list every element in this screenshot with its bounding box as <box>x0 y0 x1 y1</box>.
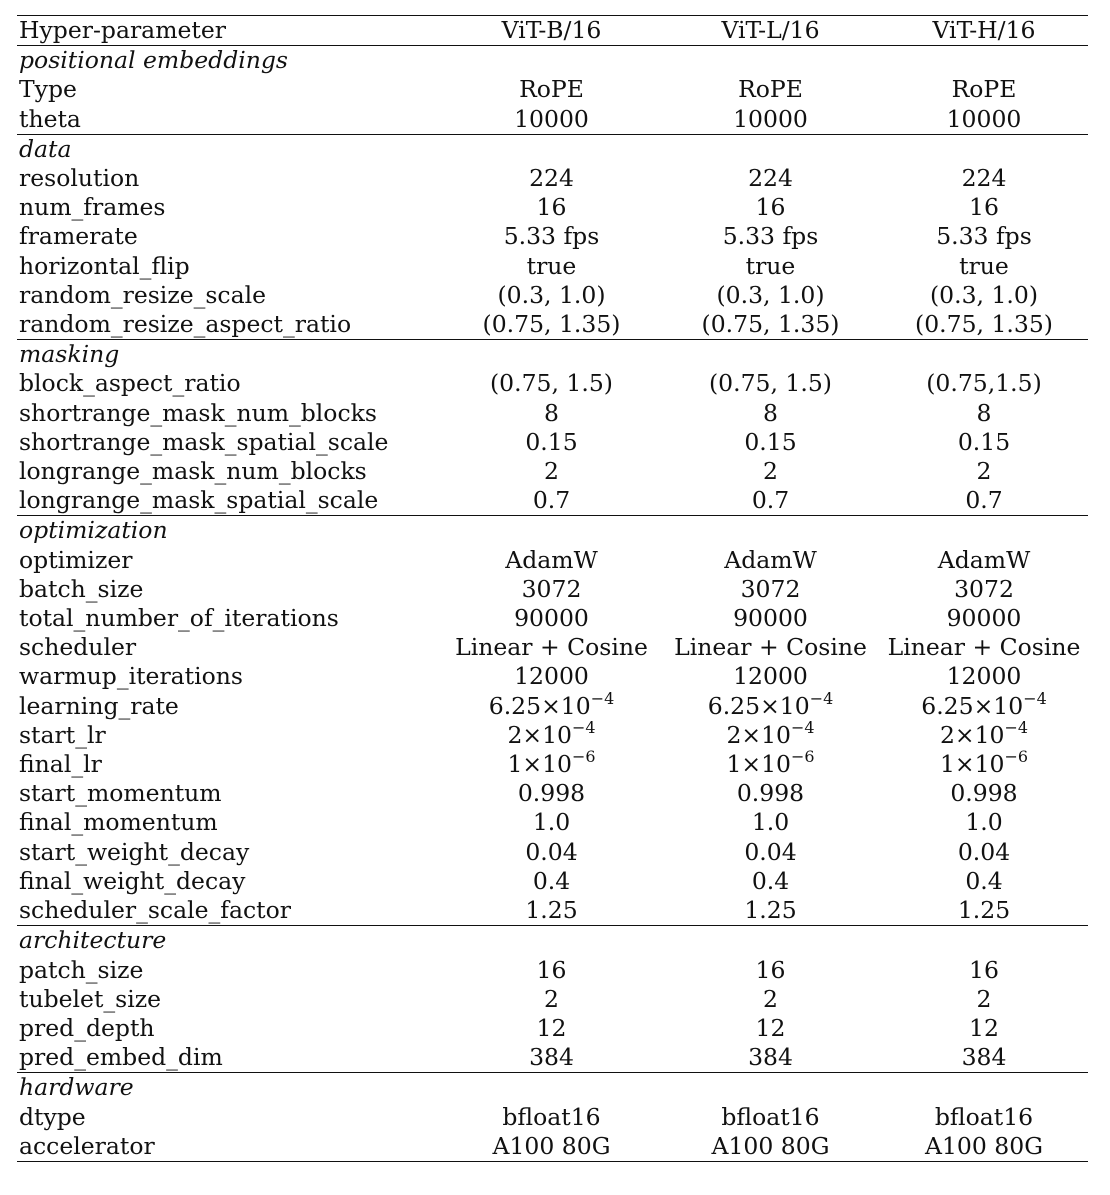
value-vit-l16: 1.0 <box>751 808 790 837</box>
value-vit-l16: bfloat16 <box>721 1102 820 1131</box>
value-vit-b16: 0.7 <box>532 486 571 515</box>
section-header-row <box>17 1073 1088 1103</box>
value-vit-h16: 12000 <box>946 662 1022 691</box>
param-label: num_frames <box>19 193 166 222</box>
param-label: patch_size <box>19 955 144 984</box>
value-vit-l16: 3072 <box>740 574 801 603</box>
value-vit-l16: 224 <box>748 164 793 193</box>
value-vit-h16: 0.4 <box>965 866 1003 895</box>
param-label: tubelet_size <box>19 984 162 1013</box>
section-title: optimization <box>19 516 168 545</box>
value-vit-b16: 0.15 <box>525 427 578 456</box>
value-exponent: −4 <box>590 688 615 708</box>
value-vit-b16: 8 <box>544 398 559 427</box>
section-data <box>17 134 1088 339</box>
value-vit-b16 <box>442 717 661 750</box>
value-vit-l16: 10000 <box>733 104 808 133</box>
section-title: hardware <box>19 1073 134 1102</box>
table-row <box>17 779 1088 808</box>
value-vit-b16: Linear + Cosine <box>455 633 648 662</box>
value-exponent: −6 <box>572 747 596 767</box>
value-mantissa: 1×10 <box>726 750 791 779</box>
section-title: architecture <box>19 926 167 955</box>
table-row <box>17 721 1088 750</box>
param-label: Type <box>19 75 77 104</box>
param-label: pred_embed_dim <box>19 1043 223 1072</box>
value-vit-b16: 16 <box>536 193 567 222</box>
value-vit-l16: 16 <box>755 193 786 222</box>
value-vit-l16: 0.15 <box>744 427 797 456</box>
section-title: positional embeddings <box>19 46 288 75</box>
header-vit-h16: ViT-H/16 <box>932 16 1036 44</box>
table-row <box>17 105 1088 135</box>
value-vit-h16: (0.75, 1.35) <box>915 310 1053 339</box>
param-label: longrange_mask_num_blocks <box>19 457 367 486</box>
value-vit-b16: 384 <box>529 1043 574 1072</box>
value-vit-l16: 2 <box>763 457 778 486</box>
param-label: block_aspect_ratio <box>19 369 241 398</box>
value-vit-h16: 3072 <box>954 574 1014 603</box>
value-exponent: −4 <box>809 688 834 708</box>
param-label: start_momentum <box>19 779 222 808</box>
value-vit-h16: 224 <box>961 164 1007 193</box>
value-vit-l16: 12000 <box>733 662 808 691</box>
value-mantissa: 1×10 <box>939 750 1005 779</box>
param-label: final_weight_decay <box>19 866 246 895</box>
table-row <box>17 546 1088 575</box>
table-row <box>17 1103 1088 1132</box>
value-vit-l16: RoPE <box>738 75 803 104</box>
value-vit-b16: bfloat16 <box>502 1102 601 1131</box>
value-vit-b16: 0.998 <box>517 779 586 808</box>
table-row <box>17 808 1088 837</box>
section-hardware <box>17 1073 1088 1162</box>
param-label: final_momentum <box>19 808 218 837</box>
value-vit-b16: 5.33 fps <box>503 222 600 251</box>
table-row <box>17 867 1088 896</box>
value-vit-l16: Linear + Cosine <box>674 633 867 662</box>
value-vit-l16 <box>661 688 880 721</box>
value-mantissa: 1×10 <box>507 750 572 779</box>
value-vit-l16: 16 <box>755 955 786 984</box>
table-row <box>17 222 1088 251</box>
value-vit-h16: 1.25 <box>957 896 1011 925</box>
value-mantissa: 6.25×10 <box>921 691 1024 720</box>
value-vit-h16: 1.0 <box>965 808 1003 837</box>
header-vit-b16: ViT-B/16 <box>501 16 602 44</box>
value-vit-l16: 8 <box>763 398 778 427</box>
table-row <box>17 1132 1088 1162</box>
section-title: data <box>19 134 72 163</box>
value-vit-b16 <box>442 688 661 721</box>
value-exponent: −4 <box>1023 688 1047 708</box>
table-row <box>17 75 1088 104</box>
table-row <box>17 428 1088 457</box>
value-vit-h16 <box>880 688 1088 721</box>
section-header-row <box>17 926 1088 956</box>
value-vit-h16: 16 <box>969 193 999 222</box>
value-vit-l16: 1.25 <box>744 896 797 925</box>
value-vit-b16: 12000 <box>514 662 589 691</box>
param-label: theta <box>19 104 81 133</box>
value-vit-l16: (0.75, 1.35) <box>701 310 840 339</box>
value-vit-b16: 3072 <box>521 574 582 603</box>
value-vit-b16: (0.75, 1.35) <box>482 310 621 339</box>
value-vit-h16: 0.15 <box>957 427 1011 456</box>
value-vit-h16: 0.998 <box>950 779 1018 808</box>
value-exponent: −6 <box>791 747 815 767</box>
value-vit-b16: 0.4 <box>532 866 571 895</box>
param-label: longrange_mask_spatial_scale <box>19 486 379 515</box>
section-header-row <box>17 340 1088 370</box>
value-vit-l16: AdamW <box>724 545 817 574</box>
value-vit-l16: 384 <box>748 1043 793 1072</box>
value-vit-b16: 1.25 <box>525 896 578 925</box>
param-label: scheduler_scale_factor <box>19 896 291 925</box>
param-label: batch_size <box>19 574 144 603</box>
param-label: horizontal_flip <box>19 251 190 280</box>
table-row <box>17 662 1088 691</box>
value-vit-l16: (0.3, 1.0) <box>716 280 825 309</box>
value-exponent: −4 <box>572 717 596 737</box>
value-vit-h16: 8 <box>976 398 992 427</box>
value-vit-h16: 16 <box>969 955 999 984</box>
value-vit-b16: 2 <box>544 457 559 486</box>
value-vit-l16: 0.4 <box>751 866 790 895</box>
value-vit-h16 <box>880 747 1088 779</box>
value-mantissa: 2×10 <box>726 720 791 749</box>
param-label: shortrange_mask_num_blocks <box>19 398 377 427</box>
value-vit-b16: 16 <box>536 955 567 984</box>
value-vit-h16: 90000 <box>946 604 1022 633</box>
value-vit-b16 <box>442 747 661 779</box>
table-row <box>17 399 1088 428</box>
value-vit-h16: AdamW <box>937 545 1031 574</box>
value-vit-h16: (0.3, 1.0) <box>929 280 1039 309</box>
value-vit-h16: 12 <box>969 1013 999 1042</box>
value-vit-h16: 5.33 fps <box>936 222 1032 251</box>
value-mantissa: 2×10 <box>507 720 572 749</box>
param-label: start_weight_decay <box>19 837 250 866</box>
table-header <box>17 16 1088 46</box>
param-label: optimizer <box>19 545 133 574</box>
table-row <box>17 310 1088 340</box>
value-vit-l16: 5.33 fps <box>722 222 819 251</box>
value-vit-h16: 0.7 <box>965 486 1003 515</box>
param-label: accelerator <box>19 1131 155 1160</box>
table-row <box>17 457 1088 486</box>
header-hyperparameter: Hyper-parameter <box>19 16 226 44</box>
table-row <box>17 281 1088 310</box>
table-row <box>17 838 1088 867</box>
table-row <box>17 604 1088 633</box>
value-vit-h16: A100 80G <box>925 1131 1043 1160</box>
header-row <box>17 16 1088 46</box>
value-vit-b16: 10000 <box>514 104 589 133</box>
value-vit-h16: 2 <box>976 984 992 1013</box>
param-label: resolution <box>19 164 140 193</box>
value-vit-l16: 12 <box>755 1013 786 1042</box>
table-row <box>17 1043 1088 1073</box>
param-label: warmup_iterations <box>19 662 243 691</box>
table-row <box>17 575 1088 604</box>
param-label: framerate <box>19 222 138 251</box>
param-label: random_resize_scale <box>19 280 267 309</box>
table-row <box>17 486 1088 516</box>
value-vit-l16: A100 80G <box>711 1131 830 1160</box>
value-vit-h16: bfloat16 <box>934 1102 1034 1131</box>
table-row <box>17 252 1088 281</box>
section-masking <box>17 340 1088 516</box>
value-vit-b16: RoPE <box>519 75 584 104</box>
value-vit-b16: 1.0 <box>532 808 571 837</box>
param-label: random_resize_aspect_ratio <box>19 310 352 339</box>
param-label: total_number_of_iterations <box>19 604 339 633</box>
value-exponent: −4 <box>1004 717 1029 737</box>
value-exponent: −4 <box>791 717 815 737</box>
section-positional-embeddings <box>17 46 1088 135</box>
value-vit-l16: 0.7 <box>751 486 790 515</box>
table-row <box>17 633 1088 662</box>
value-vit-h16: RoPE <box>951 75 1017 104</box>
value-vit-l16: 2 <box>763 984 778 1013</box>
value-vit-l16: 0.04 <box>744 837 797 866</box>
value-vit-l16: 90000 <box>733 604 808 633</box>
table-row <box>17 985 1088 1014</box>
table-row <box>17 692 1088 721</box>
value-vit-l16 <box>661 717 880 750</box>
param-label: shortrange_mask_spatial_scale <box>19 427 389 456</box>
value-vit-b16: 90000 <box>514 604 589 633</box>
param-label: scheduler <box>19 633 137 662</box>
section-architecture <box>17 926 1088 1073</box>
value-vit-h16: 2 <box>976 457 992 486</box>
value-vit-b16: 224 <box>529 164 574 193</box>
value-vit-b16: 0.04 <box>525 837 578 866</box>
value-mantissa: 2×10 <box>939 720 1005 749</box>
value-vit-b16: (0.75, 1.5) <box>490 369 613 398</box>
param-label: pred_depth <box>19 1013 155 1042</box>
value-vit-b16: A100 80G <box>492 1131 611 1160</box>
value-vit-h16: Linear + Cosine <box>887 633 1081 662</box>
value-vit-l16 <box>661 747 880 779</box>
param-label: start_lr <box>19 720 106 749</box>
value-vit-h16 <box>880 717 1088 750</box>
value-vit-l16: true <box>745 251 796 280</box>
value-mantissa: 6.25×10 <box>488 691 591 720</box>
section-optimization <box>17 516 1088 926</box>
value-vit-l16: 0.998 <box>736 779 805 808</box>
table-row <box>17 369 1088 398</box>
value-vit-h16: 10000 <box>946 104 1022 133</box>
value-vit-h16: 384 <box>961 1043 1007 1072</box>
value-vit-b16: 2 <box>544 984 559 1013</box>
value-vit-h16: 0.04 <box>957 837 1011 866</box>
value-vit-b16: true <box>526 251 577 280</box>
hyperparameter-table <box>17 15 1088 1162</box>
header-vit-l16: ViT-L/16 <box>721 16 820 44</box>
table-row <box>17 750 1088 779</box>
section-title: masking <box>19 340 120 369</box>
section-header-row <box>17 516 1088 546</box>
table-row <box>17 896 1088 926</box>
value-exponent: −6 <box>1004 747 1029 767</box>
param-label: learning_rate <box>19 691 179 720</box>
table-row <box>17 193 1088 222</box>
value-vit-h16: (0.75,1.5) <box>926 369 1042 398</box>
param-label: final_lr <box>19 750 102 779</box>
table-row <box>17 164 1088 193</box>
value-vit-b16: (0.3, 1.0) <box>497 280 606 309</box>
value-vit-h16: true <box>959 251 1009 280</box>
section-header-row <box>17 46 1088 76</box>
param-label: dtype <box>19 1102 86 1131</box>
table-row <box>17 956 1088 985</box>
value-mantissa: 6.25×10 <box>707 691 810 720</box>
value-vit-b16: 12 <box>536 1013 567 1042</box>
value-vit-l16: (0.75, 1.5) <box>709 369 832 398</box>
value-vit-b16: AdamW <box>505 545 598 574</box>
table-row <box>17 1014 1088 1043</box>
section-header-row <box>17 134 1088 164</box>
